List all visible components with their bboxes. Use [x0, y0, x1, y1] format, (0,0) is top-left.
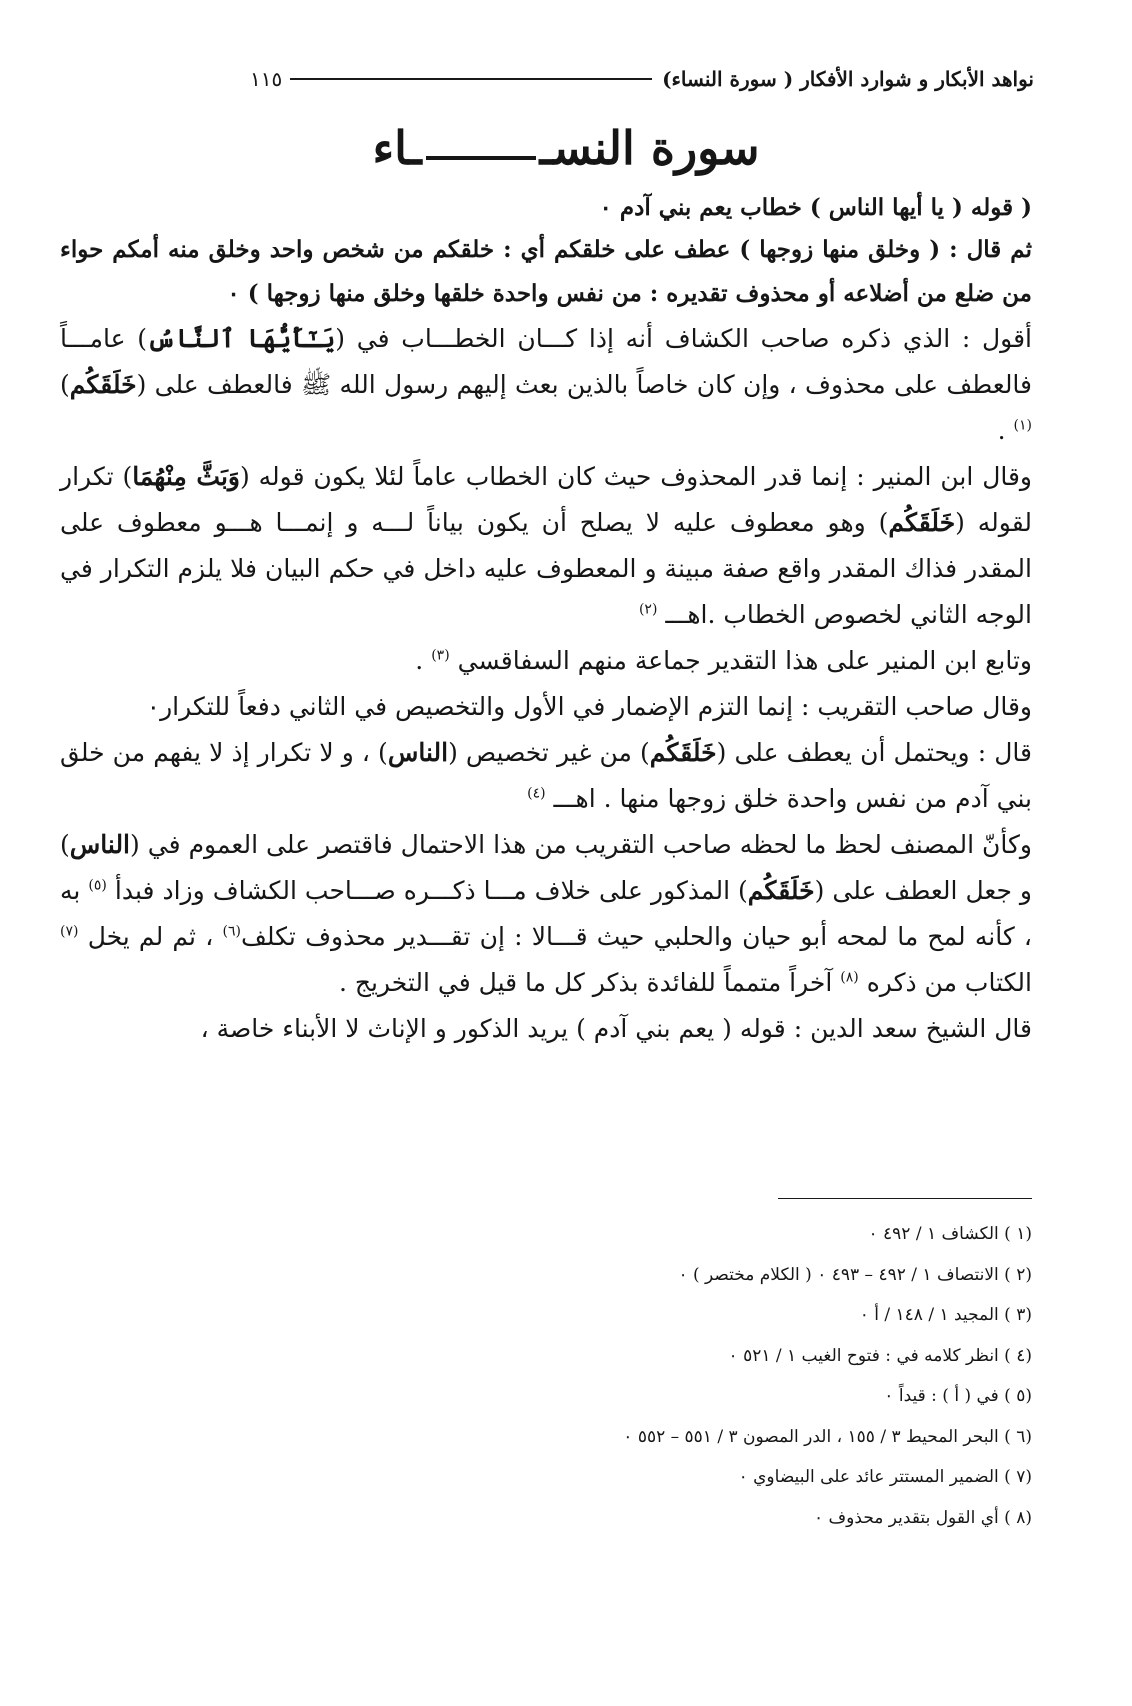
page-number: ١١٥ — [250, 67, 283, 91]
footnote-item: (١ ) الكشاف ١ / ٤٩٢ ٠ — [868, 1224, 1032, 1244]
paragraph-6 — [60, 684, 1032, 730]
paragraph-5-text: وتابع ابن المنير على هذا التقدير جماعة منهم السفاقسي — [457, 646, 1032, 675]
paragraph-6-text: وقال صاحب التقريب : إنما التزم الإضمار في الأول والتخصيص في الثاني دفعاً للتكرار٠ — [146, 692, 1032, 721]
paragraph-8 — [60, 822, 1032, 1006]
quran-quote: خَلَقَكُم — [747, 876, 815, 905]
paragraph-8-text-a: وكأنّ المصنف لحظ ما لحظه صاحب التقريب من هذا الاحتمال فاقتصر على العموم في ( — [130, 830, 1032, 859]
footnote-ref: (٣) — [431, 647, 450, 664]
highlighted-term: الناس — [69, 830, 131, 859]
paragraph-3-text-end: . — [997, 416, 1006, 445]
footnote-item: (٨ ) أي القول بتقدير محذوف ٠ — [814, 1507, 1032, 1528]
surah-title-word-2-end: ـاء — [372, 121, 422, 175]
highlighted-term: الناس — [387, 738, 449, 767]
paragraph-7-text-a: قال : ويحتمل أن يعطف على ( — [716, 738, 1033, 767]
footnote-item: (٦ ) البحر المحيط ٣ / ١٥٥ ، الدر المصون ٣ / ٥٥١ – ٥٥٢ ٠ — [623, 1426, 1032, 1447]
paragraph-3-text-c: ) — [60, 370, 70, 399]
quran-quote: خَلَقَكُم — [888, 508, 956, 537]
footnote-ref: (١) — [1013, 417, 1032, 434]
paragraph-7 — [60, 730, 1032, 822]
surah-title — [0, 116, 1132, 180]
paragraph-3 — [60, 316, 1032, 454]
footnote-item: (٣ ) المجيد ١ / ١٤٨ / أ ٠ — [859, 1305, 1032, 1325]
quran-quote: وَبَثَّ مِنْهُمَا — [132, 462, 240, 491]
running-header — [250, 62, 1034, 96]
footnote-item: (٧ ) الضمير المستتر عائد على البيضاوي ٠ — [738, 1467, 1032, 1487]
quran-quote: خَلَقَكُم — [649, 738, 717, 767]
paragraph-8-text-e: ، ثم لم يخل — [87, 922, 214, 951]
paragraph-4-text-b: ) تكرار لقوله ( — [60, 462, 1032, 537]
paragraph-4-text-c: ) وهو معطوف عليه لا يصلح أن يكون بياناً لـــه و إنمـــا هـــو معطوف على المقدر فذاك المقدر واقع صفة مبينة و المعطوف عليه داخل في حكم البيان فلا يلزم التكرار في الوجه الثاني لخصوص الخطاب .اهـــ — [60, 508, 1032, 629]
paragraph-8-text-d: به ، كأنه لمح ما لمحه أبو حيان والحلبي حيث قـــالا : إن تقـــدير محذوف تكلف — [60, 876, 1033, 951]
surah-title-word-2-start: النسـ — [539, 121, 635, 175]
paragraph-8-text-b: ) و جعل العطف على ( — [60, 830, 1032, 905]
footnote-ref: (٤) — [527, 785, 546, 802]
paragraph-7-text-b: ) من غير تخصيص ( — [448, 738, 650, 767]
paragraph-4 — [60, 454, 1032, 638]
paragraph-9 — [60, 1006, 1032, 1052]
paragraph-3-text-a: أقول : الذي ذكره صاحب الكشاف أنه إذا كـــان الخطـــاب في ( — [335, 324, 1032, 353]
footnote-ref: (٧) — [60, 923, 79, 940]
quran-quote: يَـٰٓأَيُّهَا ٱلنَّاسُ — [147, 324, 336, 353]
paragraph-1 — [60, 188, 1032, 228]
surah-title-kashida — [426, 156, 536, 160]
footnote-separator — [778, 1198, 1032, 1199]
paragraph-9-text: قال الشيخ سعد الدين : قوله ( يعم بني آدم ) يريد الذكور و الإناث لا الأبناء خاصة ، — [200, 1014, 1032, 1043]
footnote-ref: (٨) — [840, 969, 859, 986]
paragraph-2 — [60, 228, 1032, 316]
paragraph-4-text-a: وقال ابن المنير : إنما قدر المحذوف حيث كان الخطاب عاماً لئلا يكون قوله ( — [240, 462, 1033, 491]
main-text — [60, 188, 1032, 1052]
header-rule — [290, 78, 652, 80]
paragraph-8-text-g: آخراً متمماً للفائدة بذكر كل ما قيل في التخريج . — [338, 968, 833, 997]
paragraph-3-text-b: ) عامـــاً فالعطف على محذوف ، وإن كان خاصاً بالذين بعث إليهم رسول الله ﷺ فالعطف على ( — [60, 324, 1033, 399]
quran-quote: خَلَقَكُم — [69, 370, 137, 399]
footnote-item: (٤ ) انظر كلامه في : فتوح الغيب ١ / ٥٢١ ٠ — [728, 1345, 1032, 1366]
footnote-ref: (٢) — [638, 601, 658, 618]
paragraph-5-text-end: . — [415, 646, 424, 675]
footnote-ref: (٦) — [222, 923, 241, 940]
footnote-ref: (٥) — [88, 877, 107, 894]
paragraph-5 — [60, 638, 1032, 684]
paragraph-1-text: ( قوله ( يا أيها الناس ) خطاب يعم بني آدم ٠ — [599, 194, 1032, 221]
paragraph-8-text-c: ) المذكور على خلاف مـــا ذكـــره صـــاحب الكشاف وزاد فبدأ — [114, 876, 748, 905]
running-title: نواهد الأبكار و شوارد الأفكار ( سورة النساء) — [662, 67, 1034, 91]
footnotes-list — [440, 1214, 1032, 1538]
paragraph-2-text: ثم قال : ( وخلق منها زوجها ) عطف على خلقكم أي : خلقكم من شخص واحد وخلق منه أمكم حواء من ضلع من أضلاعه أو محذوف تقديره : من نفس واحدة خلقها وخلق منها زوجها ) ٠ — [60, 236, 1032, 307]
footnote-item: (٢ ) الانتصاف ١ / ٤٩٢ – ٤٩٣ ٠ ( الكلام مختصر ) ٠ — [678, 1264, 1032, 1285]
footnote-item: (٥ ) في ( أ ) : قيداً ٠ — [884, 1386, 1032, 1406]
paragraph-7-text-c: ) ، و لا تكرار إذ لا يفهم من خلق بني آدم من نفس واحدة خلق زوجها منها . اهـــ — [60, 738, 1032, 813]
paragraph-8-text-f: الكتاب من ذكره — [866, 968, 1032, 997]
surah-title-word-1: سورة — [650, 121, 760, 175]
